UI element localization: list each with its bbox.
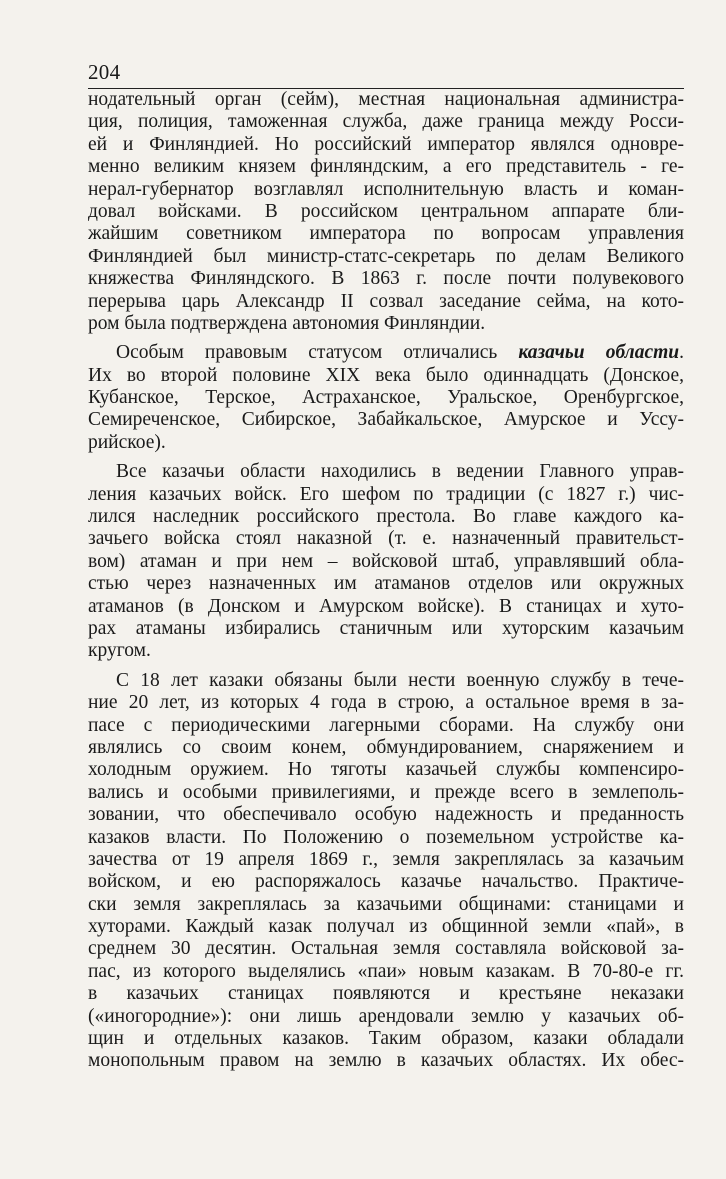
text-line: стью через назначенных им атаманов отделов или окружных: [88, 573, 684, 595]
paragraph: [88, 670, 684, 1073]
text-line: являлись со своим конем, обмундированием, снаряжением и: [88, 736, 684, 758]
paragraph: [88, 342, 684, 454]
text-line: ей и Финляндией. Но российский император являлся одновре-: [88, 133, 684, 155]
text-line: нерал-губернатор возглавлял исполнительную власть и коман-: [88, 178, 684, 200]
text-line: ления казачьих войск. Его шефом по традиции (с 1827 г.) чис-: [88, 483, 684, 505]
text-line: холодным оружием. Но тяготы казачьей службы компенсиро-: [88, 759, 684, 781]
text-line: атаманов (в Донском и Амурском войске). В станицах и хуто-: [88, 595, 684, 617]
text-line: («иногородние»): они лишь арендовали землю у казачьих об-: [88, 1005, 684, 1027]
text-line: менно великим князем финляндским, а его представитель - ге-: [88, 156, 684, 178]
page-number: 204: [88, 60, 121, 84]
text-line: щин и отдельных казаков. Таким образом, казаки обладали: [88, 1028, 684, 1050]
text-run: .: [679, 342, 684, 364]
text-line: С 18 лет казаки обязаны были нести военную службу в тече-: [116, 669, 684, 691]
text-line: лился наследник российского престола. Во главе каждого ка-: [88, 506, 684, 528]
text-line: хуторами. Каждый казак получал из общинной земли «пай», в: [88, 916, 684, 938]
text-line: ние 20 лет, из которых 4 года в строю, а остальное время в за-: [88, 692, 684, 714]
text-line: зачьего войска стоял наказной (т. е. назначенный правительст-: [88, 528, 684, 550]
text-line: монопольным правом на землю в казачьих областях. Их обес-: [88, 1050, 684, 1072]
text-line: зачества от 19 апреля 1869 г., земля закреплялась за казачьим: [88, 848, 684, 870]
text-line: довал войсками. В российском центральном аппарате бли-: [88, 200, 684, 222]
paragraph: [88, 89, 684, 335]
text-line: Кубанское, Терское, Астраханское, Уральское, Оренбургское,: [88, 387, 684, 409]
text-line: Все казачьи области находились в ведении Главного управ-: [116, 461, 684, 483]
text-line: [88, 342, 684, 364]
paragraph: [88, 461, 684, 663]
text-line: ция, полиция, таможенная служба, даже граница между Росси-: [88, 111, 684, 133]
text-line: ром была подтверждена автономия Финляндии.: [88, 312, 486, 334]
text-line: казаков власти. По Положению о поземельном устройстве ка-: [88, 826, 684, 848]
text-line: Их во второй половине XIX века было одиннадцать (Донское,: [88, 364, 684, 386]
text-line: княжества Финляндского. В 1863 г. после почти полувекового: [88, 268, 684, 290]
text-line: рах атаманы избирались станичным или хуторским казачьим: [88, 617, 684, 639]
text-run: Особым правовым статусом отличались: [116, 342, 519, 364]
text-line: Финляндией был министр-статс-секретарь по делам Великого: [88, 245, 684, 267]
page-header: [88, 58, 684, 89]
text-line: кругом.: [88, 640, 151, 662]
text-line: вались и особыми привилегиями, и прежде всего в землеполь-: [88, 781, 684, 803]
text-line: жайшим советником императора по вопросам управления: [88, 223, 684, 245]
text-line: вом) атаман и при нем – войсковой штаб, управлявший обла-: [88, 550, 684, 572]
text-line: в казачьих станицах появляются и крестьяне неказаки: [88, 983, 684, 1005]
emphasized-term: казачьи области: [518, 342, 680, 364]
text-line: зовании, что обеспечивало особую надежность и преданность: [88, 804, 684, 826]
text-line: среднем 30 десятин. Остальная земля составляла войсковой за-: [88, 938, 684, 960]
text-line: пас, из которого выделялись «паи» новым казакам. В 70-80-е гг.: [88, 960, 684, 982]
text-line: Семиреченское, Сибирское, Забайкальское, Амурское и Уссу-: [88, 409, 684, 431]
text-line: пасе с периодическими лагерными сборами. На службу они: [88, 714, 684, 736]
text-line: войском, и ею распоряжалось казачье начальство. Практиче-: [88, 871, 684, 893]
text-line: перерыва царь Александр II созвал заседание сейма, на кото-: [88, 290, 684, 312]
text-line: ски земля закреплялась за казачьими общинами: станицами и: [88, 893, 684, 915]
text-line: рийское).: [88, 431, 166, 453]
text-line: нодательный орган (сейм), местная национальная администра-: [88, 89, 684, 110]
body-text: [88, 89, 684, 1073]
